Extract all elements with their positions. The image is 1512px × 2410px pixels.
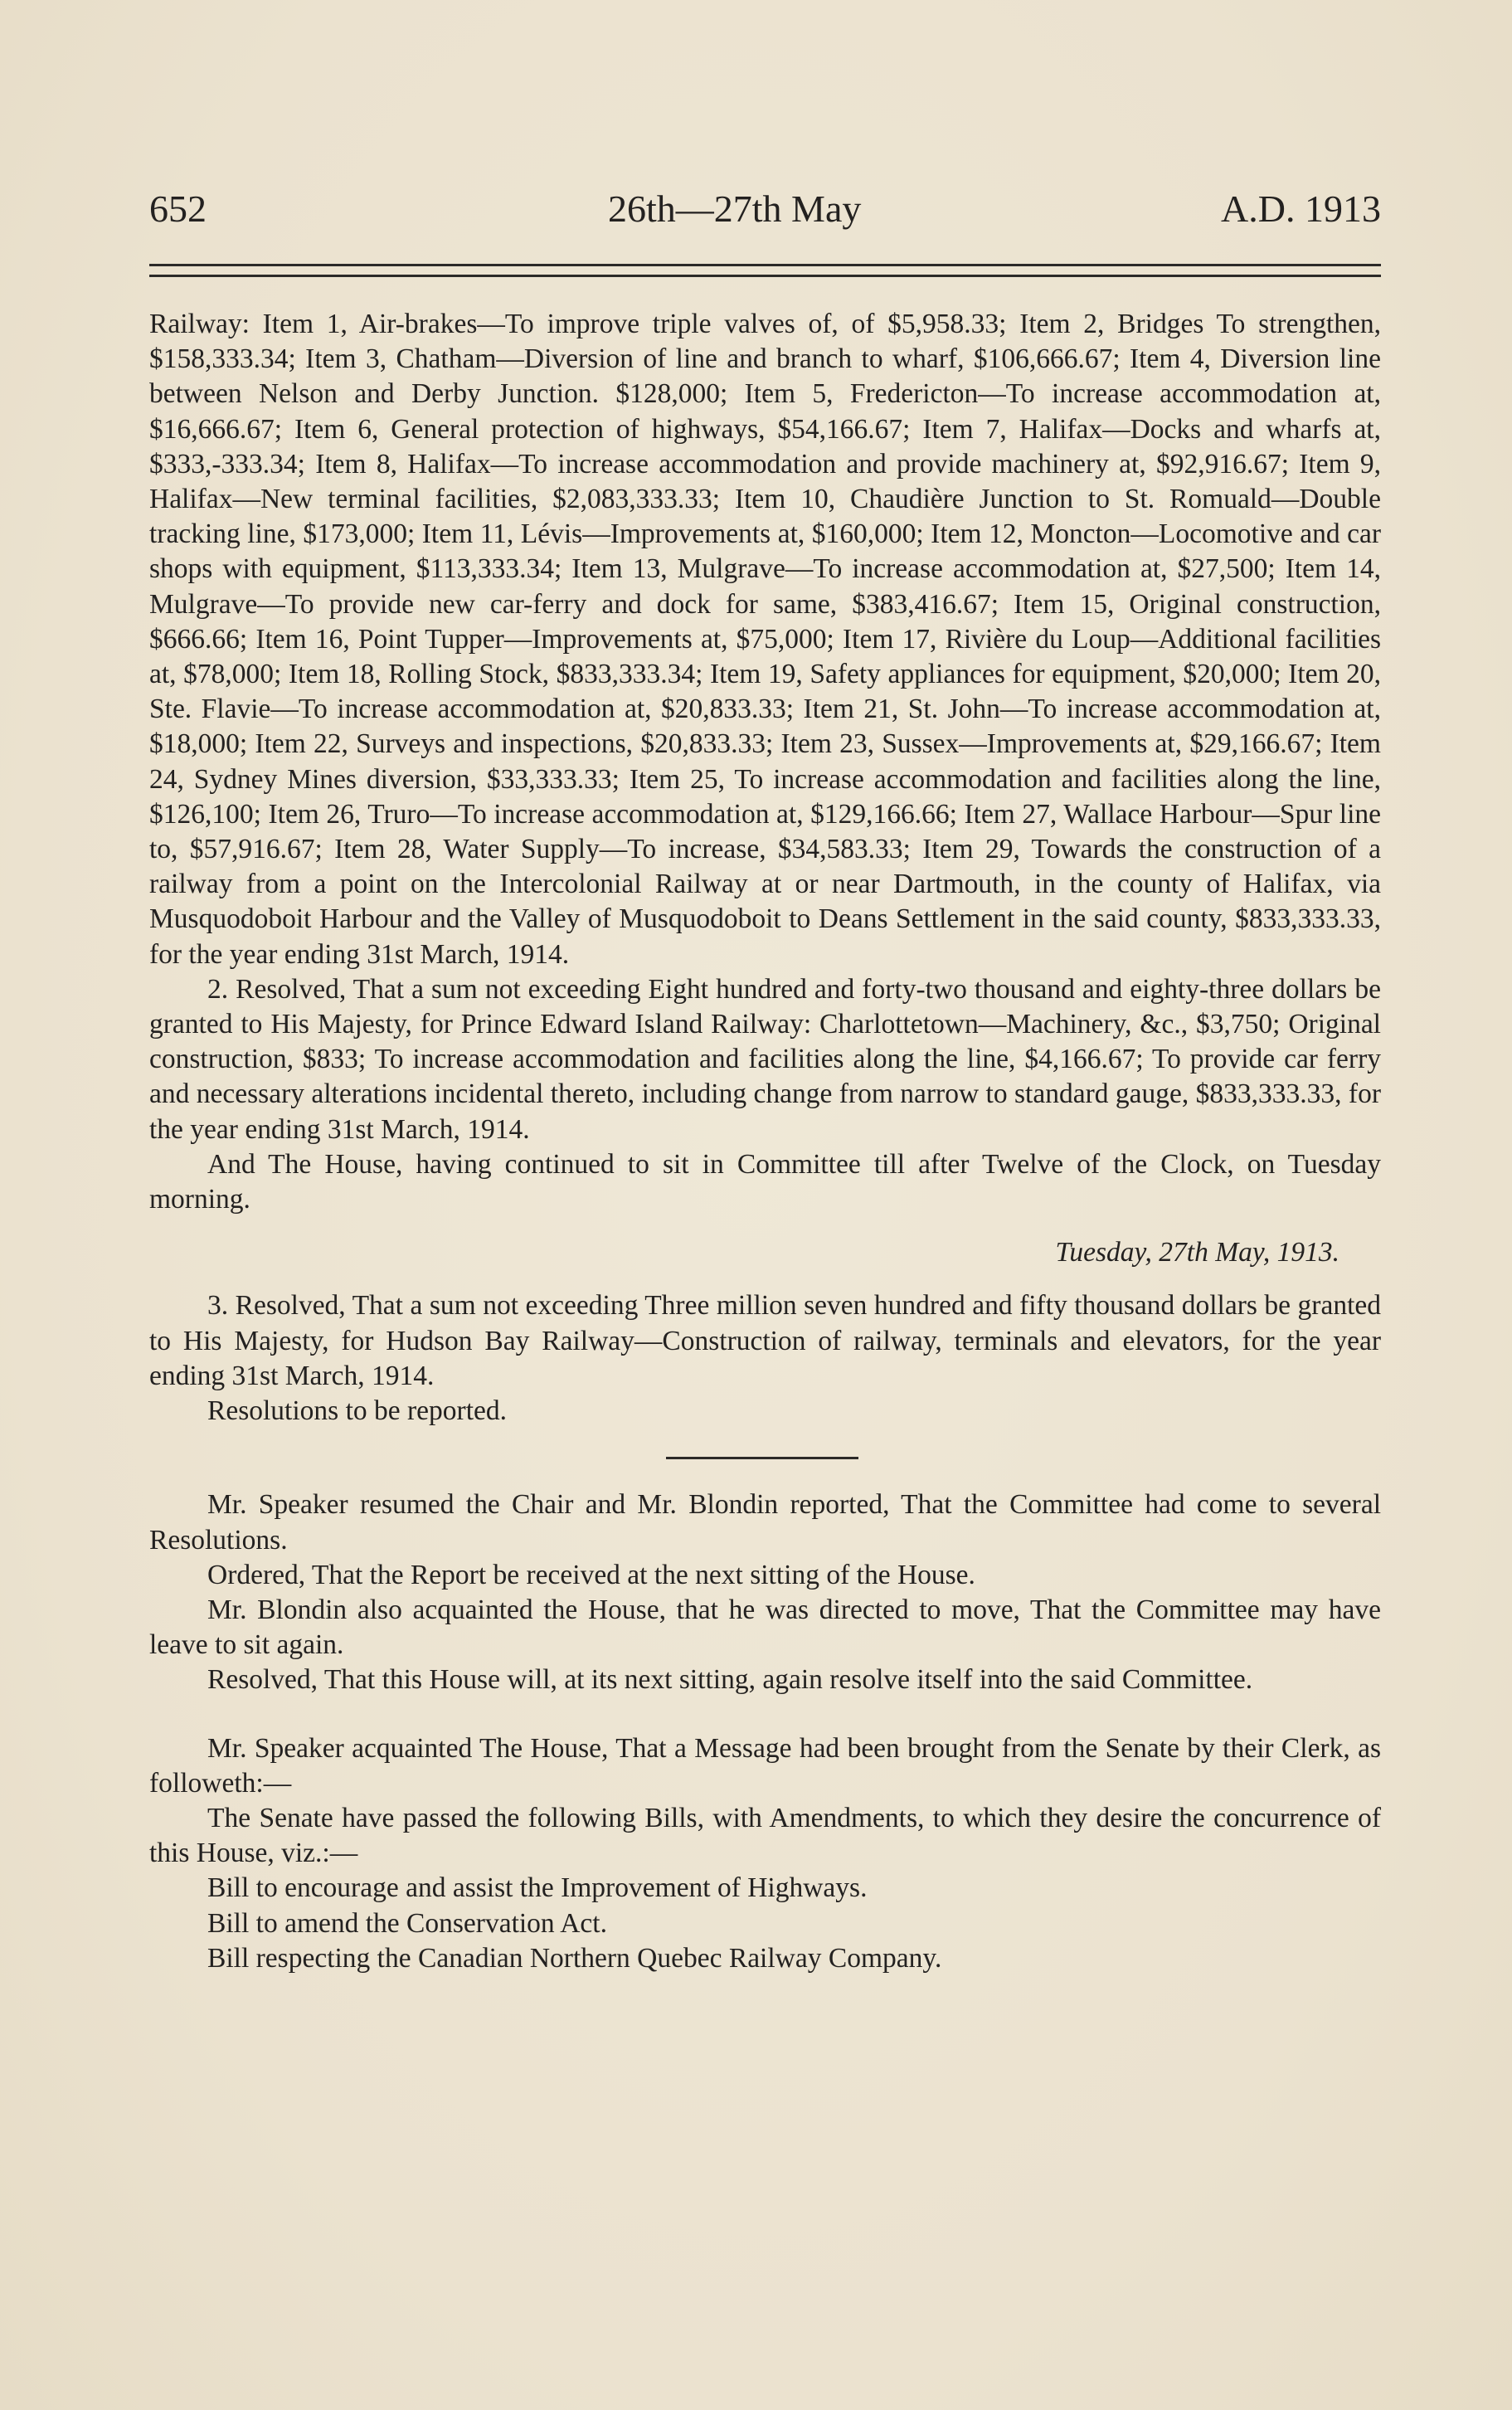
page-header xyxy=(149,184,1381,234)
page-number: 652 xyxy=(149,187,207,230)
bill-conservation: Bill to amend the Conservation Act. xyxy=(207,1907,607,1939)
paragraph-speaker-resumed: Mr. Speaker resumed the Chair and Mr. Blondin reported, That the Committee had come to several Resolutions. xyxy=(149,1489,1381,1556)
paragraph-house-continued: And The House, having continued to sit in Committee till after Twelve of the Clock, on Tuesday morning. xyxy=(149,1148,1381,1215)
paragraph-resolution-3: 3. Resolved, That a sum not exceeding Three million seven hundred and fifty thousand dollars be granted to His Majesty, for Hudson Bay Railway—Construction of railway, terminals and elevators, for the year ending 31st March, 1914. xyxy=(149,1290,1381,1391)
bill-canadian-northern-quebec: Bill respecting the Canadian Northern Quebec Railway Company. xyxy=(207,1942,942,1974)
paragraph-blondin-acquainted: Mr. Blondin also acquainted the House, that he was directed to move, That the Committee may have leave to sit again. xyxy=(149,1594,1381,1661)
journal-body xyxy=(149,307,1381,1976)
header-double-rule xyxy=(149,264,1381,277)
paragraph-resolution-2: 2. Resolved, That a sum not exceeding Eight hundred and forty-two thousand and eighty-three dollars be granted to His Majesty, for Prince Edward Island Railway: Charlottetown—Machinery, &c., $3,750; Original construction, $833; To increase accommodation and facilities along the line, $4,166.67; To provide car ferry and necessary alterations incidental thereto, including change from narrow to standard gauge, $833,333.33, for the year ending 31st March, 1914. xyxy=(149,973,1381,1145)
paragraph-senate-bills: The Senate have passed the following Bills, with Amendments, to which they desire the concurrence of this House, viz.:— xyxy=(149,1802,1381,1869)
paragraph-railway-items: Railway: Item 1, Air-brakes—To improve triple valves of, of $5,958.33; Item 2, Bridges To strengthen, $158,333.34; Item 3, Chatham—Diversion of line and branch to wharf, $106,666.67; Item 4, Diversion line between Nelson and Derby Junction. $128,000; Item 5, Fredericton—To increase accommodation at, $16,666.67; Item 6, General protection of highways, $54,166.67; Item 7, Halifax—Docks and wharfs at, $333,-333.34; Item 8, Halifax—To increase accommodation and provide machinery at, $92,916.67; Item 9, Halifax—New terminal facilities, $2,083,333.33; Item 10, Chaudière Junction to St. Romuald—Double tracking line, $173,000; Item 11, Lévis—Improvements at, $160,000; Item 12, Moncton—Locomotive and car shops with equipment, $113,333.34; Item 13, Mulgrave—To increase accommodation at, $27,500; Item 14, Mulgrave—To provide new car-ferry and dock for same, $383,416.67; Item 15, Original construction, $666.66; Item 16, Point Tupper—Improvements at, $75,000; Item 17, Rivière du Loup—Additional facilities at, $78,000; Item 18, Rolling Stock, $833,333.34; Item 19, Safety appliances for equipment, $20,000; Item 20, Ste. Flavie—To increase accommodation at, $20,833.33; Item 21, St. John—To increase accommodation at, $18,000; Item 22, Surveys and inspections, $20,833.33; Item 23, Sussex—Improvements at, $29,166.67; Item 24, Sydney Mines diversion, $33,333.33; Item 25, To increase accommodation and facilities along the line, $126,100; Item 26, Truro—To increase accommodation at, $129,166.66; Item 27, Wallace Harbour—Spur line to, $57,916.67; Item 28, Water Supply—To increase, $34,583.33; Item 29, Towards the construction of a railway from a point on the Intercolonial Railway at or near Dartmouth, in the county of Halifax, via Musquodoboit Harbour and the Valley of Musquodoboit to Deans Settlement in the said county, $833,333.33, for the year ending 31st March, 1914. xyxy=(149,309,1381,970)
header-year: A.D. 1913 xyxy=(1221,187,1381,230)
session-date: Tuesday, 27th May, 1913. xyxy=(1055,1237,1339,1268)
paragraph-senate-message: Mr. Speaker acquainted The House, That a Message had been brought from the Senate by their Clerk, as followeth:— xyxy=(149,1732,1381,1799)
paragraph-ordered: Ordered, That the Report be received at the next sitting of the House. xyxy=(207,1559,975,1590)
section-separator xyxy=(666,1457,858,1459)
header-date-range: 26th—27th May xyxy=(608,187,862,230)
paragraph-resolved-committee: Resolved, That this House will, at its next sitting, again resolve itself into the said Committee. xyxy=(207,1664,1253,1696)
paragraph-gap xyxy=(149,1698,1381,1731)
paragraph-resolutions-reported: Resolutions to be reported. xyxy=(207,1395,507,1427)
bill-highways: Bill to encourage and assist the Improvement of Highways. xyxy=(207,1872,868,1904)
